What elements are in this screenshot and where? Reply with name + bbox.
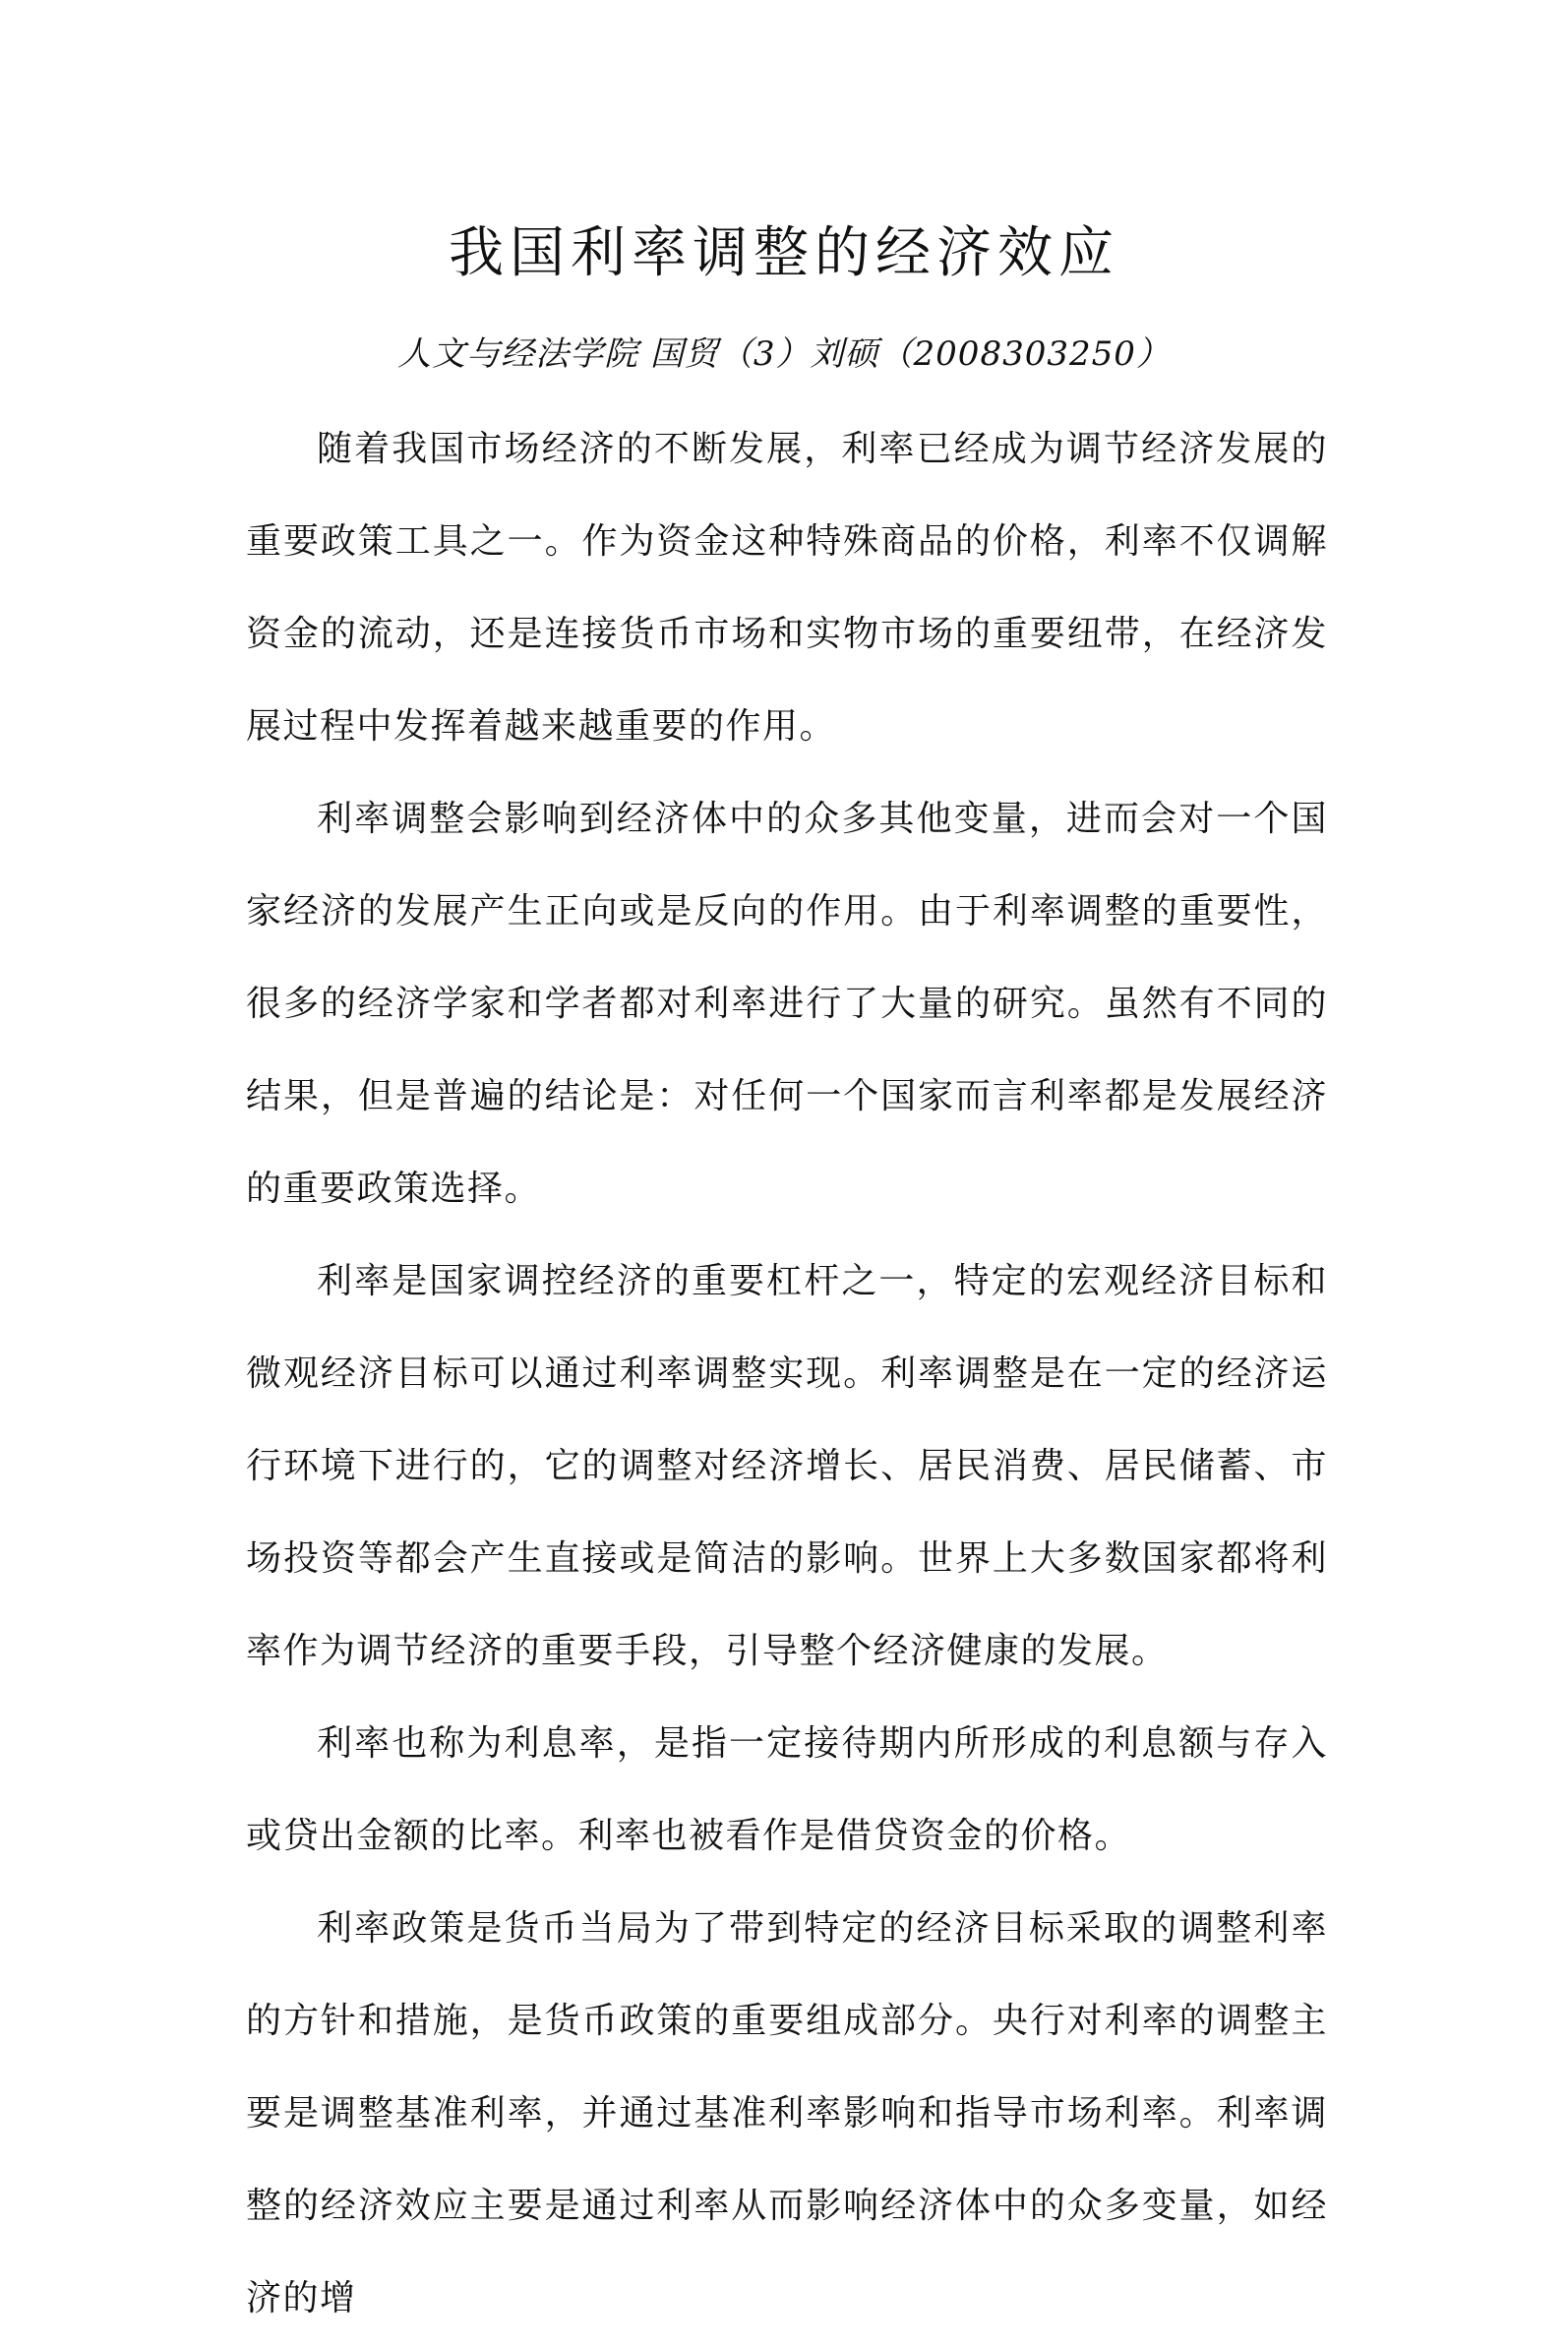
paragraph: 利率调整会影响到经济体中的众多其他变量，进而会对一个国家经济的发展产生正向或是反向的作用。由于利率调整的重要性，很多的经济学家和学者都对利率进行了大量的研究。虽然有不同的结果，但是普遍的结论是：对任何一个国家而言利率都是发展经济的重要政策选择。 [246, 799, 1328, 1209]
document-title: 我国利率调整的经济效应 [449, 221, 1119, 285]
paragraph: 利率也称为利息率，是指一定接待期内所形成的利息额与存入或贷出金额的比率。利率也被看作是借贷资金的价格。 [246, 1723, 1328, 1856]
document-body [246, 403, 1328, 2345]
paragraph: 随着我国市场经济的不断发展，利率已经成为调节经济发展的重要政策工具之一。作为资金这种特殊商品的价格，利率不仅调解资金的流动，还是连接货币市场和实物市场的重要纽带，在经济发展过程中发挥着越来越重要的作用。 [246, 429, 1328, 747]
paragraph: 利率政策是货币当局为了带到特定的经济目标采取的调整利率的方针和措施，是货币政策的重要组成部分。央行对利率的调整主要是调整基准利率，并通过基准利率影响和指导市场利率。利率调整的经济效应主要是通过利率从而影响经济体中的众多变量，如经济的增 [246, 1908, 1328, 2318]
paragraph: 利率是国家调控经济的重要杠杆之一，特定的宏观经济目标和微观经济目标可以通过利率调整实现。利率调整是在一定的经济运行环境下进行的，它的调整对经济增长、居民消费、居民储蓄、市场投资等都会产生直接或是简洁的影响。世界上大多数国家都将利率作为调节经济的重要手段，引导整个经济健康的发展。 [246, 1261, 1328, 1671]
author-byline: 人文与经法学院 国贸（3）刘硕（2008303250） [397, 334, 1171, 374]
